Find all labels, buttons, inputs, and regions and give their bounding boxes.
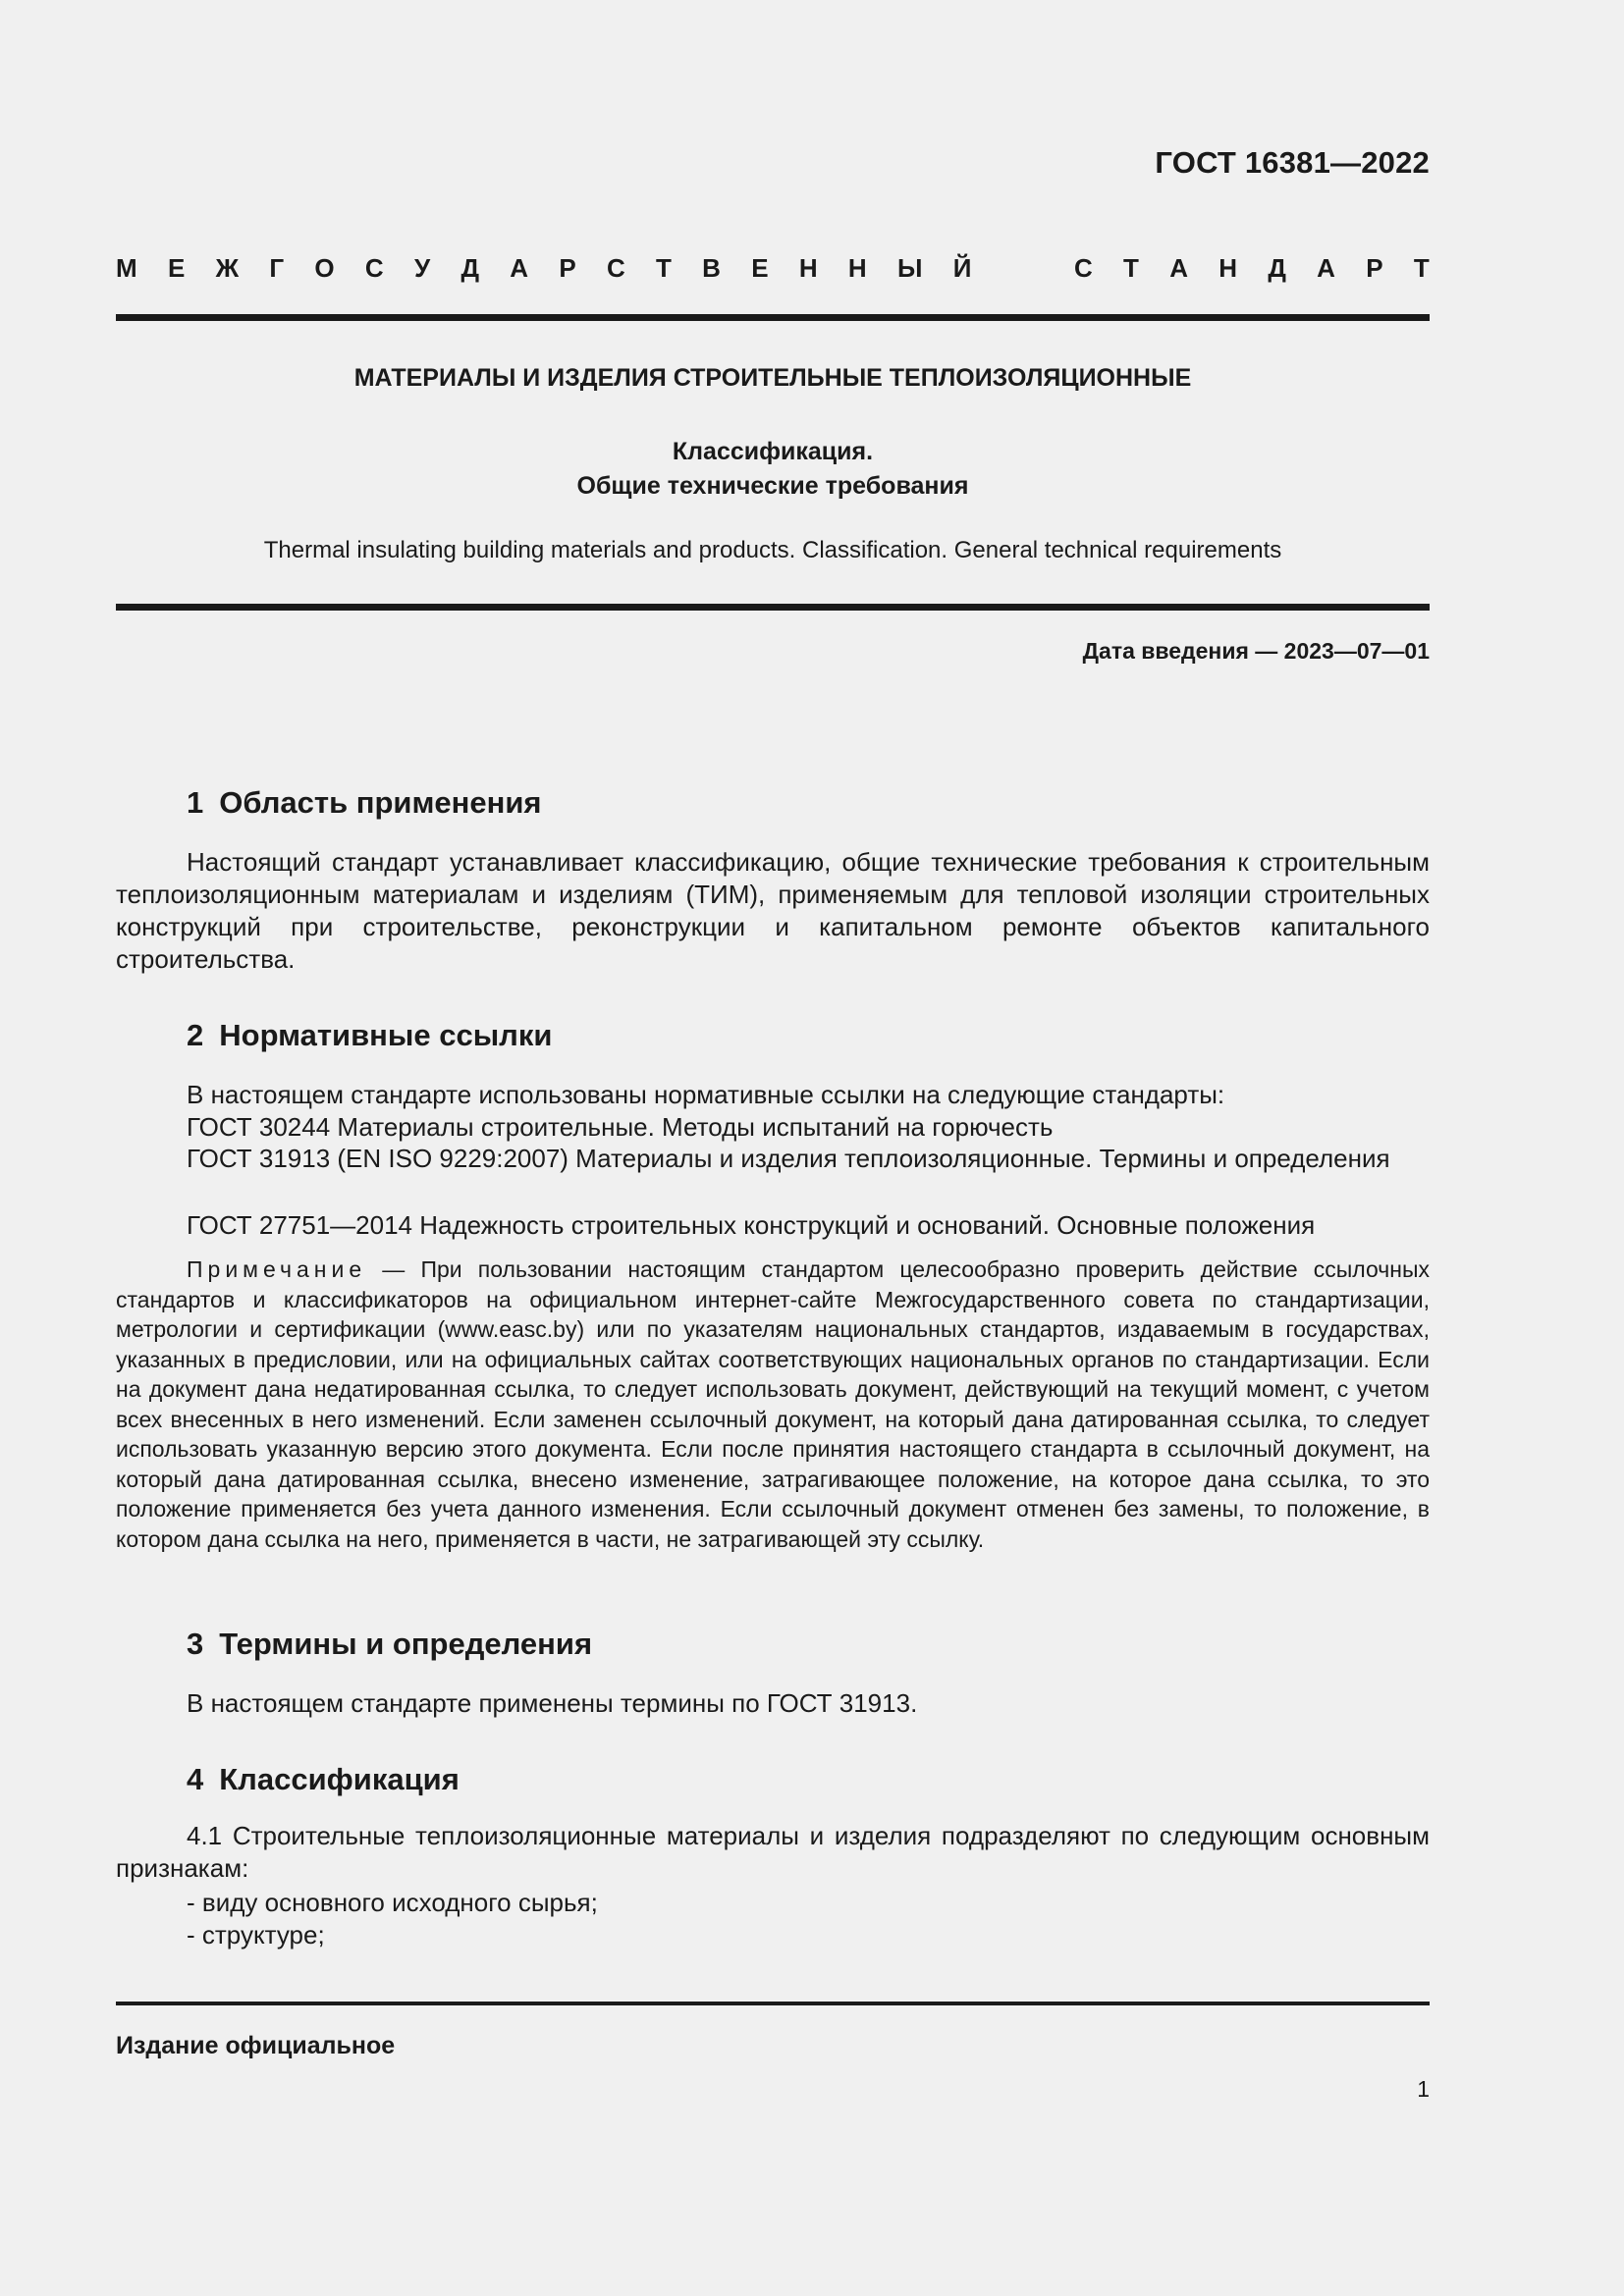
banner-letter: Р [559, 253, 576, 283]
banner-letter: Й [952, 253, 972, 283]
clause-4-1: 4.1 Строительные теплоизоляционные материалы и изделия подразделяют по следующим основным признакам: [116, 1821, 1430, 1883]
standard-type-banner [116, 253, 1430, 284]
banner-letter: Р [1366, 253, 1383, 283]
section-number: 2 [187, 1018, 204, 1052]
reference-gost-27751: ГОСТ 27751—2014 Надежность строительных конструкций и оснований. Основные положения [187, 1210, 1316, 1240]
note-text: — При пользовании настоящим стандартом целесообразно проверить действие ссылочных стандартов и классификаторов на официальном интернет-сайте Межгосударственного совета по стандартизации, метрологии и сертификации (www.easc.by) или по указателям национальных стандартов, издаваемым в государствах, указанных в предисловии, или на официальных сайтах соответствующих национальных органов по стандартизации. Если на документ дана недатированная ссылка, то следует использовать документ, действующий на текущий момент, с учетом всех внесенных в него изменений. Если заменен ссылочный документ, на который дана датированная ссылка, то следует использовать указанную версию этого документа. Если после принятия настоящего стандарта в ссылочный документ, на который дана датированная ссылка, внесено изменение, затрагивающее положение, на которое дана ссылка, то это положение применяется без учета данного изменения. Если ссылочный документ отменен без замены, то положение, в котором дана ссылка на него, применяется в части, не затрагивающей эту ссылку. [116, 1256, 1430, 1552]
banner-letter: С [364, 253, 384, 283]
banner-letter: Т [1123, 253, 1139, 283]
banner-letter: М [116, 253, 137, 283]
footer-rule [116, 2002, 1430, 2005]
banner-letter: О [314, 253, 335, 283]
banner-letter: Т [1413, 253, 1430, 283]
classification-item-structure: - структуре; [187, 1920, 325, 1949]
classification-item-raw-material: - виду основного исходного сырья; [187, 1888, 598, 1917]
section-2-heading [187, 1018, 552, 1053]
banner-letter: А [1317, 253, 1335, 283]
subtitle-line-1: Классификация. [672, 438, 874, 465]
banner-letter: С [1073, 253, 1093, 283]
section-title: Классификация [219, 1762, 460, 1796]
banner-letter: Е [167, 253, 186, 283]
banner-letter: Ы [896, 253, 923, 283]
section-1-heading [187, 785, 542, 821]
header-rule-top [116, 314, 1430, 321]
section-number: 4 [187, 1762, 204, 1796]
reference-gost-30244: ГОСТ 30244 Материалы строительные. Методы испытаний на горючесть [187, 1112, 1054, 1142]
document-page [116, 0, 1430, 2296]
references-intro: В настоящем стандарте использованы нормативные ссылки на следующие стандарты: [187, 1080, 1225, 1109]
section-3-heading [187, 1627, 592, 1662]
section-4-heading [187, 1762, 460, 1797]
reference-gost-31913: ГОСТ 31913 (EN ISO 9229:2007) Материалы и изделия теплоизоляционные. Термины и определения [187, 1144, 1390, 1173]
section-number: 1 [187, 785, 204, 820]
banner-letter: Н [1218, 253, 1238, 283]
banner-letter: Н [798, 253, 818, 283]
banner-word-gap [1002, 253, 1044, 284]
banner-letter: У [413, 253, 431, 283]
banner-letter: Ж [215, 253, 240, 283]
section-title: Нормативные ссылки [219, 1018, 553, 1052]
banner-letter: Н [847, 253, 867, 283]
banner-letter: В [702, 253, 721, 283]
header-rule-bottom [116, 604, 1430, 611]
banner-letter: Т [656, 253, 672, 283]
note-label: Примечание [187, 1256, 367, 1282]
section-number: 3 [187, 1627, 204, 1661]
banner-letter: Д [460, 253, 479, 283]
section-1-text: Настоящий стандарт устанавливает классификацию, общие технические требования к строительным теплоизоляционным материалам и изделиям (ТИМ), применяемым для тепловой изоляции строительных конструкций при строительстве, реконструкции и капитальном ремонте объектов капитального строительства. [116, 847, 1430, 974]
section-3-text: В настоящем стандарте применены термины по ГОСТ 31913. [187, 1688, 918, 1718]
section-title: Термины и определения [219, 1627, 593, 1661]
banner-letter: Е [751, 253, 769, 283]
banner-letter: С [606, 253, 625, 283]
banner-letter: А [510, 253, 529, 283]
references-note [116, 1255, 1430, 1554]
banner-letter: А [1169, 253, 1188, 283]
section-title: Область применения [219, 785, 542, 820]
banner-letter: Г [269, 253, 285, 283]
page-number: 1 [1417, 2076, 1430, 2102]
banner-letter: Д [1268, 253, 1286, 283]
introduction-date: Дата введения — 2023—07—01 [1082, 638, 1430, 664]
subtitle-line-2: Общие технические требования [576, 472, 969, 500]
english-title: Thermal insulating building materials and products. Classification. General technical requirements [263, 537, 1282, 563]
document-subtitle [116, 435, 1430, 504]
document-title: МАТЕРИАЛЫ И ИЗДЕЛИЯ СТРОИТЕЛЬНЫЕ ТЕПЛОИЗОЛЯЦИОННЫЕ [353, 364, 1192, 392]
official-edition-label: Издание официальное [116, 2032, 396, 2059]
standard-number: ГОСТ 16381—2022 [1155, 145, 1430, 180]
